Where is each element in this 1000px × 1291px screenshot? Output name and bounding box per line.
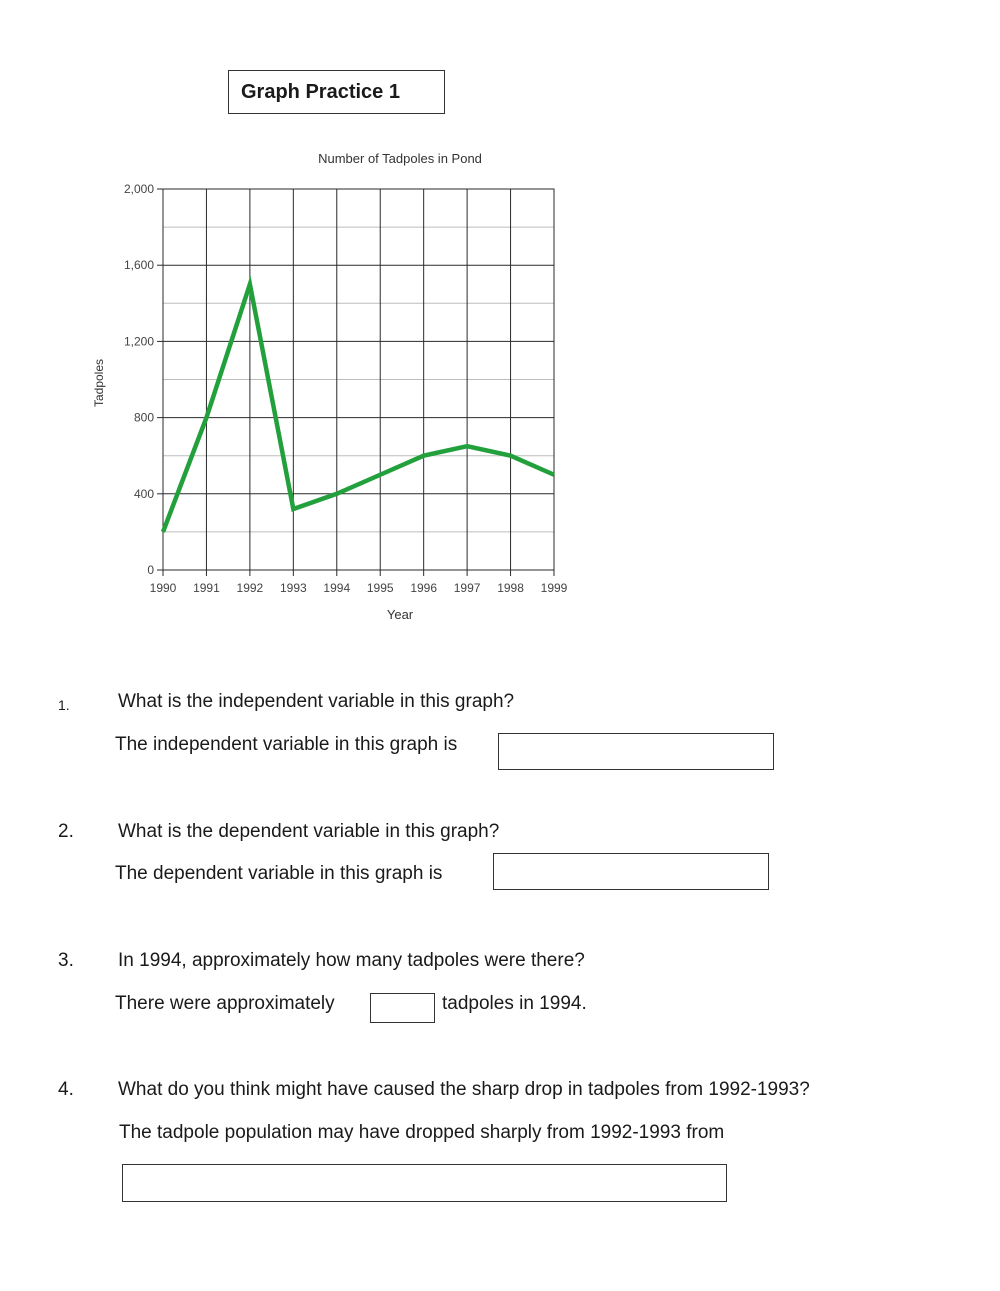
- x-tick-label: 1994: [323, 581, 351, 595]
- y-tick-label: 400: [133, 486, 154, 501]
- question-3-text: In 1994, approximately how many tadpoles were there?: [118, 950, 585, 971]
- question-2-number: 2.: [58, 821, 74, 842]
- y-tick-label: 0: [147, 563, 154, 577]
- x-axis-label: Year: [386, 607, 414, 622]
- y-tick-label: 1,600: [123, 258, 154, 273]
- x-tick-label: 1997: [453, 581, 481, 595]
- question-3-number: 3.: [58, 950, 74, 971]
- question-1-number: 1.: [58, 697, 70, 713]
- y-tick-label: 800: [133, 410, 154, 425]
- tadpole-line-chart: [0, 0, 1000, 640]
- x-tick-label: 1990: [149, 581, 177, 595]
- x-tick-label: 1992: [236, 581, 264, 595]
- x-tick-label: 1995: [366, 581, 394, 595]
- worksheet-title: Graph Practice 1: [228, 70, 445, 114]
- series-line: [163, 284, 554, 532]
- y-tick-label: 2,000: [123, 182, 154, 196]
- question-2-prompt: The dependent variable in this graph is: [115, 863, 443, 884]
- question-2-answer-input[interactable]: [493, 853, 769, 890]
- question-3-prompt-after: tadpoles in 1994.: [442, 993, 587, 1014]
- x-tick-label: 1999: [540, 581, 568, 595]
- question-4-answer-input[interactable]: [122, 1164, 727, 1202]
- x-tick-label: 1993: [279, 581, 307, 595]
- x-tick-label: 1998: [497, 581, 524, 595]
- question-4-number: 4.: [58, 1079, 74, 1100]
- chart-title: Number of Tadpoles in Pond: [318, 151, 482, 166]
- x-tick-label: 1996: [410, 581, 438, 595]
- question-3-answer-input[interactable]: [370, 993, 435, 1023]
- question-2-text: What is the dependent variable in this graph?: [118, 821, 500, 842]
- y-axis-label: Tadpoles: [92, 358, 106, 408]
- question-3-prompt: There were approximately: [115, 993, 335, 1014]
- question-1-text: What is the independent variable in this graph?: [118, 691, 515, 712]
- question-1-answer-input[interactable]: [498, 733, 774, 770]
- y-tick-label: 1,200: [123, 334, 154, 349]
- question-1-prompt: The independent variable in this graph is: [115, 734, 458, 755]
- question-4-prompt: The tadpole population may have dropped sharply from 1992-1993 from: [119, 1122, 725, 1143]
- x-tick-label: 1991: [193, 581, 220, 595]
- question-4-text: What do you think might have caused the sharp drop in tadpoles from 1992-1993?: [118, 1079, 810, 1100]
